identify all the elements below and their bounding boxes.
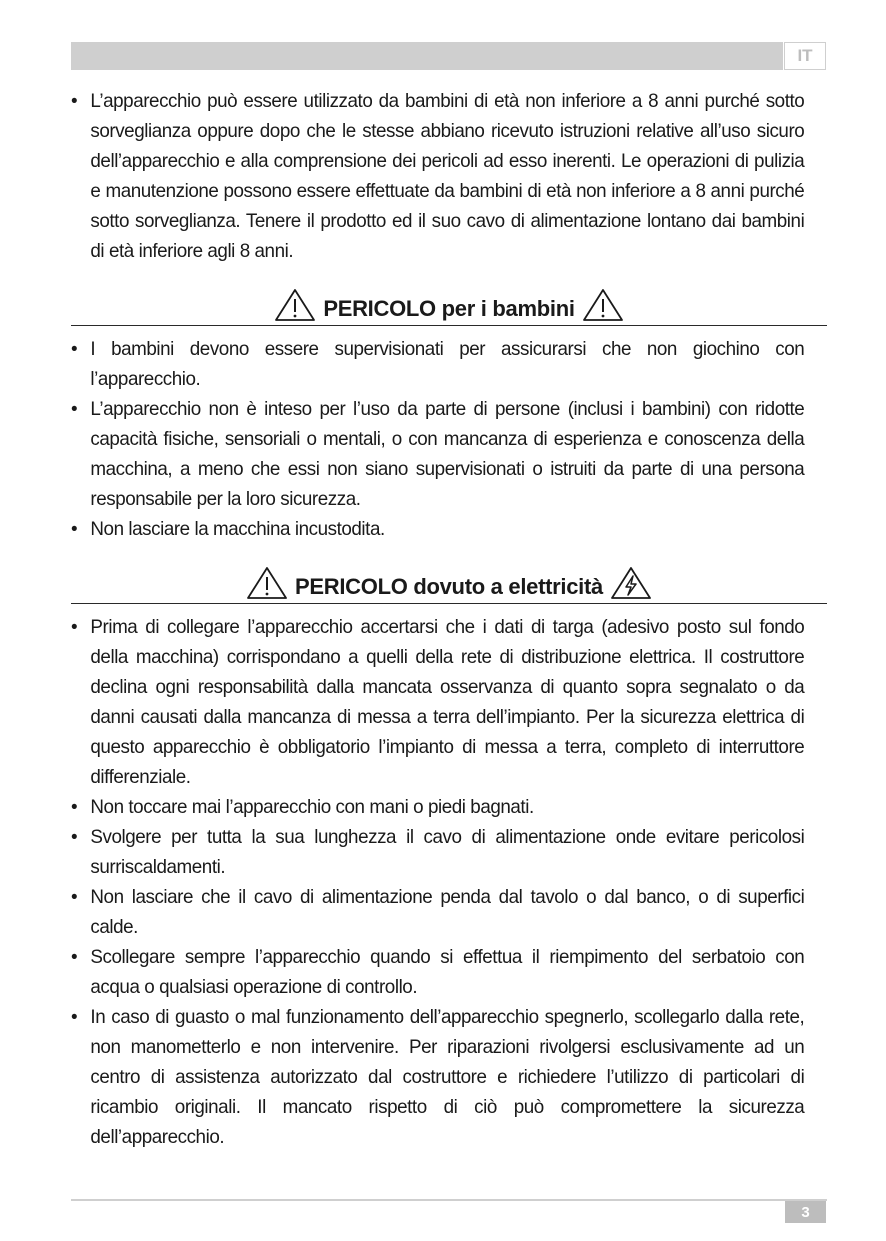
list-item: • Prima di collegare l’apparecchio accertarsi che i dati di targa (adesivo posto sul fondo della macchina) corrispondano a quelli della rete di distribuzione elettrica. Il costruttore declina ogni responsabilità dalla mancata osservanza di quanto sopra segnalato o da danni causati dalla mancanza di messa a terra dell’impianto. Per la sicurezza elettrica di questo apparecchio è obbligatorio l’impianto di messa a terra, completo di interruttore differenziale.	[71, 612, 804, 792]
list-item: • L’apparecchio può essere utilizzato da bambini di età non inferiore a 8 anni purché sotto sorveglianza oppure dopo che le stesse abbiano ricevuto istruzioni relative all’uso sicuro dell’apparecchio e alla comprensione dei pericoli ad esso inerenti. Le operazioni di pulizia e manutenzione possono essere effettuate da bambini di età non inferiore a 8 anni purché sotto sorveglianza. Tenere il prodotto ed il suo cavo di alimentazione lontano dai bambini di età inferiore agli 8 anni.	[71, 86, 804, 266]
list-item: • Scollegare sempre l’apparecchio quando si effettua il riempimento del serbatoio con acqua o qualsiasi operazione di controllo.	[71, 942, 804, 1002]
section-heading-electric	[71, 564, 827, 604]
list-item: • Non toccare mai l’apparecchio con mani o piedi bagnati.	[71, 792, 804, 822]
language-badge: IT	[784, 42, 826, 70]
section-title	[323, 295, 574, 323]
header-bar	[71, 42, 783, 70]
warning-triangle-icon	[273, 287, 317, 323]
section-title-rest: per i bambini	[435, 296, 575, 321]
section-heading-children	[71, 286, 827, 326]
children-danger-list	[71, 334, 827, 544]
section-title	[295, 573, 603, 601]
list-item: • Non lasciare la macchina incustodita.	[71, 514, 804, 544]
footer-rule	[71, 1199, 827, 1201]
list-item: • I bambini devono essere supervisionati per assicurarsi che non giochino con l’apparecchio.	[71, 334, 804, 394]
intro-list	[71, 86, 827, 266]
page-content	[71, 86, 827, 1152]
list-item: • Non lasciare che il cavo di alimentazione penda dal tavolo o dal banco, o di superfici calde.	[71, 882, 804, 942]
section-title-bold: PERICOLO	[295, 574, 408, 599]
list-item: • In caso di guasto o mal funzionamento dell’apparecchio spegnerlo, scollegarlo dalla rete, non manometterlo e non intervenire. Per riparazioni rivolgersi esclusivamente ad un centro di assistenza autorizzato dal costruttore e richiedere l’utilizzo di particolari di ricambio originali. Il mancato rispetto di ciò può compromettere la sicurezza dell’apparecchio.	[71, 1002, 804, 1152]
list-item: • Svolgere per tutta la sua lunghezza il cavo di alimentazione onde evitare pericolosi surriscaldamenti.	[71, 822, 804, 882]
electric-hazard-icon	[609, 565, 653, 601]
section-title-bold: PERICOLO	[323, 296, 436, 321]
section-title-rest: dovuto a elettricità	[407, 574, 603, 599]
electric-danger-list	[71, 612, 827, 1152]
list-item: • L’apparecchio non è inteso per l’uso da parte di persone (inclusi i bambini) con ridotte capacità fisiche, sensoriali o mentali, o con mancanza di esperienza e conoscenza della macchina, a meno che essi non siano supervisionati o istruiti da parte di una persona responsabile per la loro sicurezza.	[71, 394, 804, 514]
page-number: 3	[785, 1201, 826, 1223]
warning-triangle-icon	[245, 565, 289, 601]
warning-triangle-icon	[581, 287, 625, 323]
